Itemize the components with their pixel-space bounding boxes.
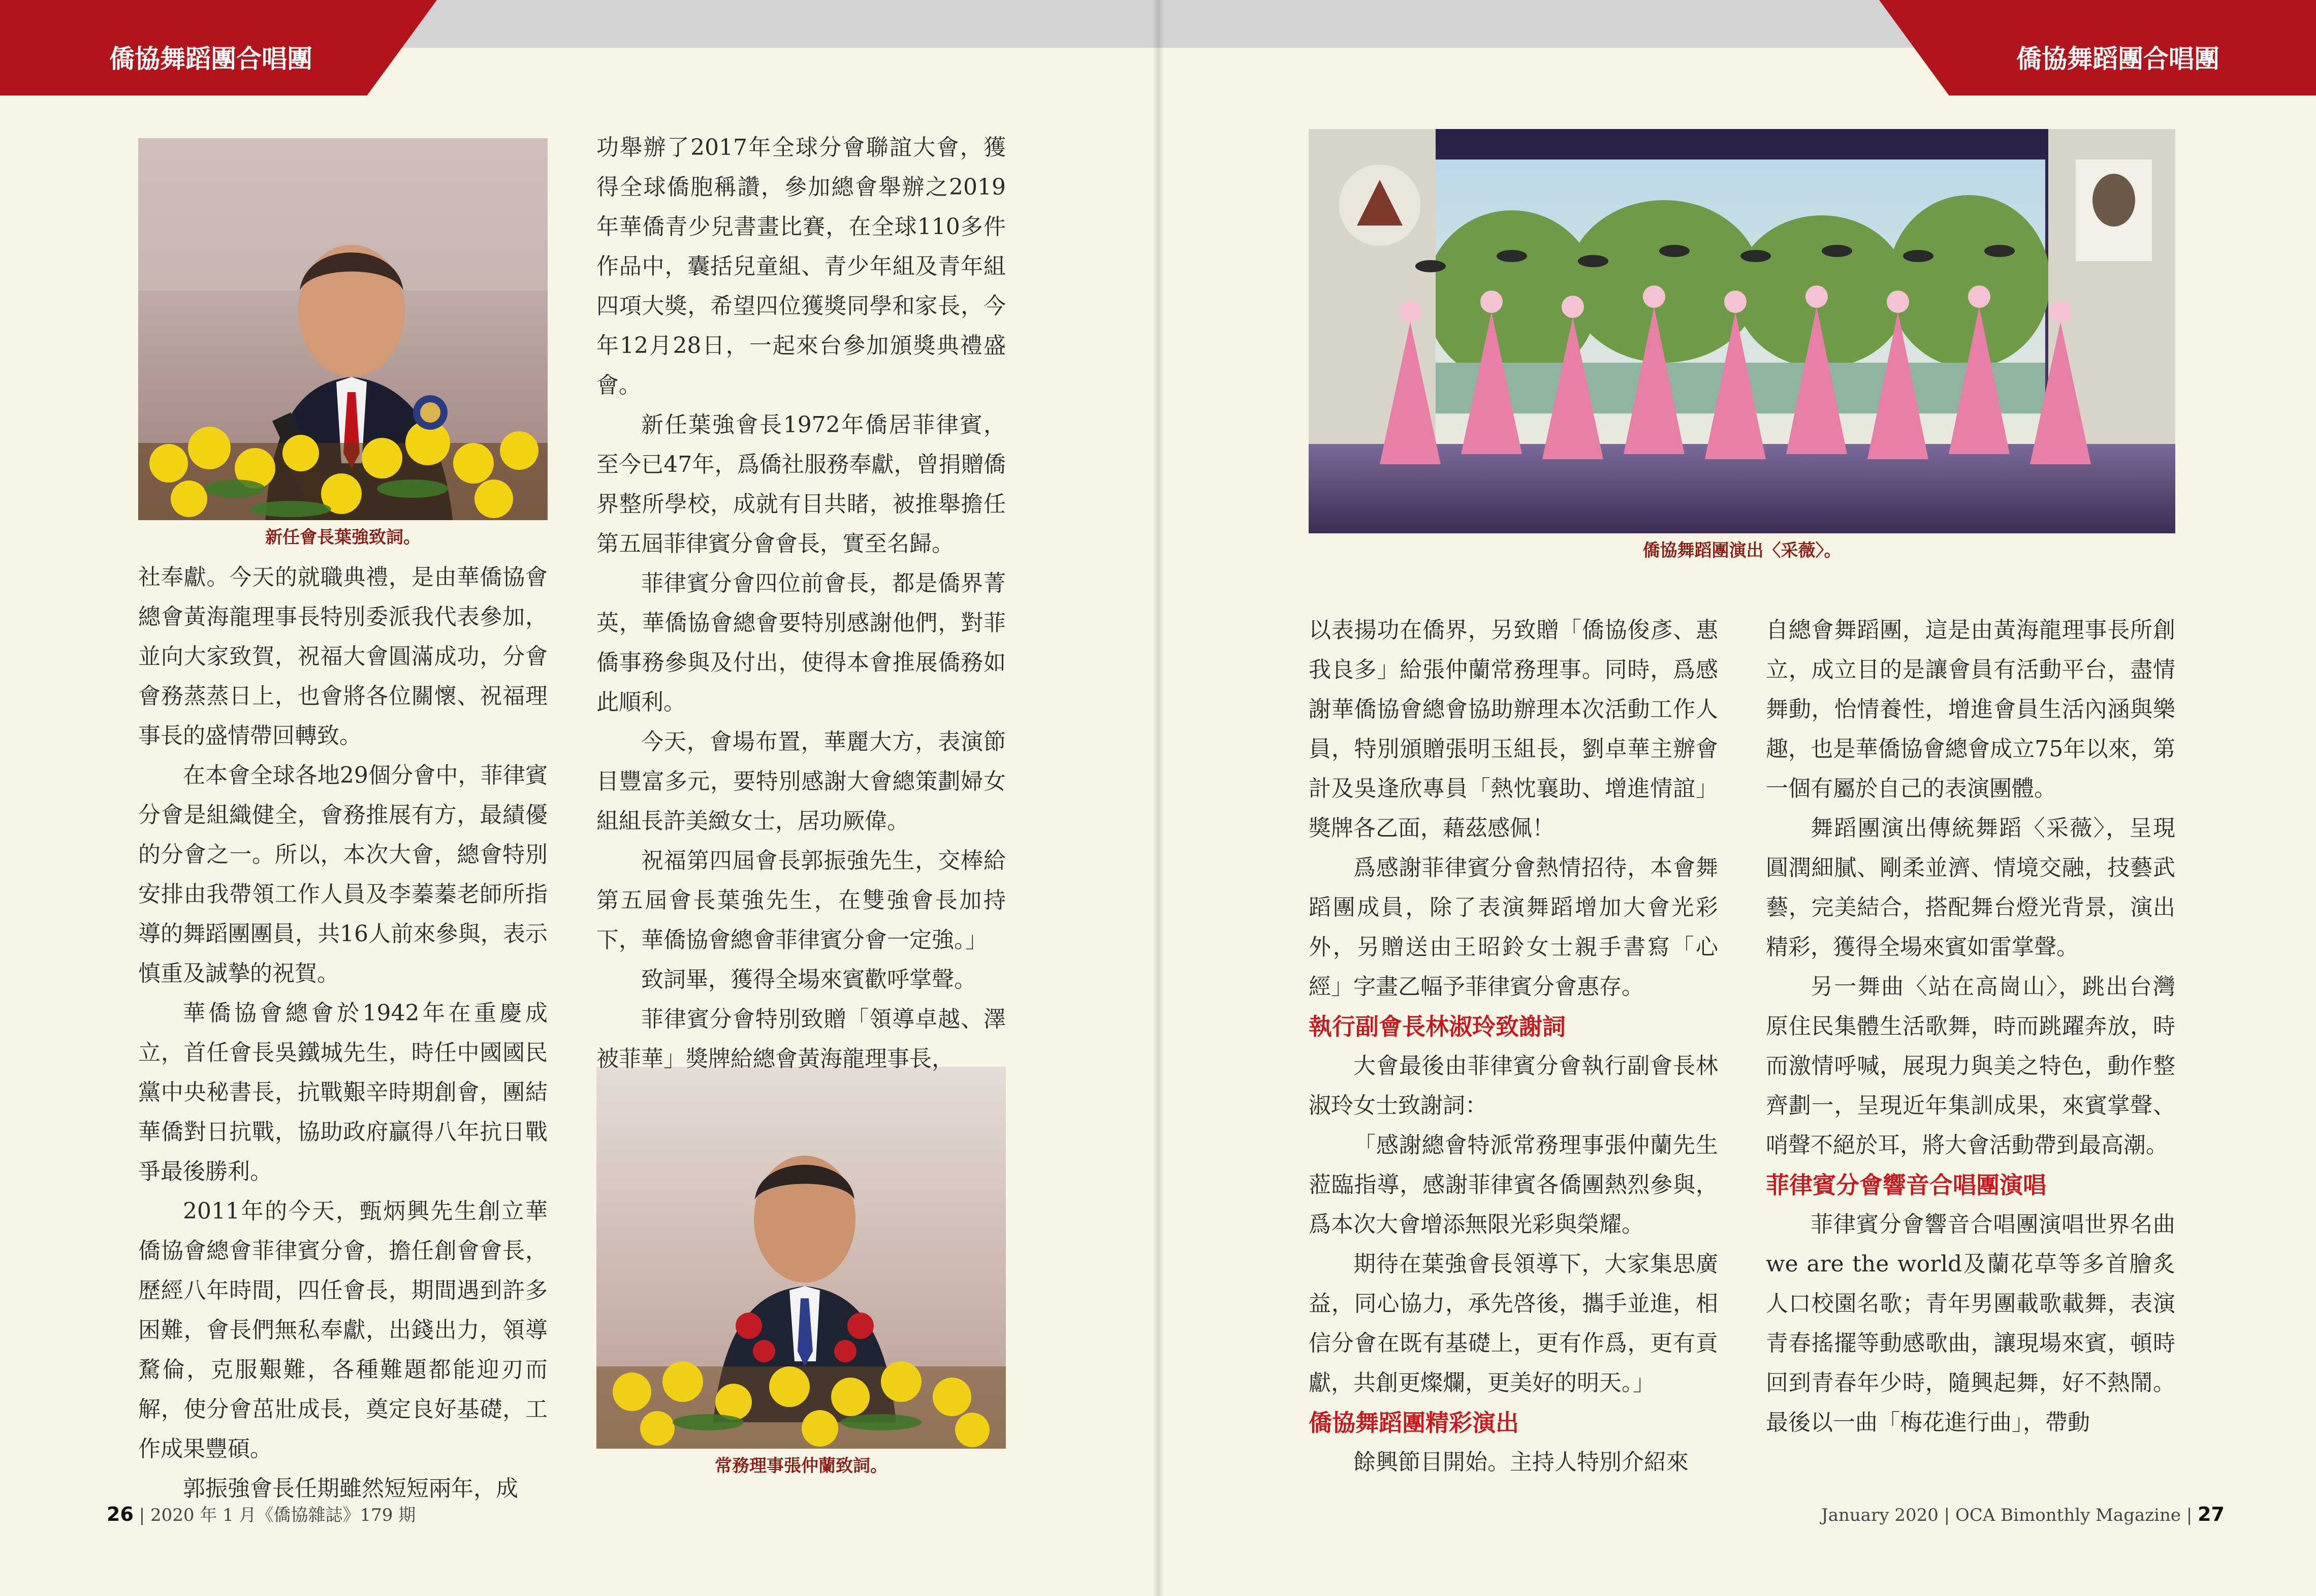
paragraph: 舞蹈團演出傳統舞蹈〈采薇〉，呈現圓潤細膩、剛柔並濟、情境交融，技藝武藝，完美結合，搭配舞台燈光背景，演出精彩，獲得全場來賓如雷掌聲。	[1766, 815, 2175, 960]
paragraph: 祝福第四屆會長郭振強先生，交棒給第五屆會長葉強先生，在雙強會長加持下，華僑協會總會菲律賓分會一定強。」	[596, 848, 1006, 953]
caption-photo1: 新任會長葉強致詞。	[265, 527, 421, 548]
caption-photo3: 僑協舞蹈團演出〈采薇〉。	[1642, 540, 1842, 561]
page-number-right: 27	[2198, 1503, 2225, 1525]
paragraph: 華僑協會總會於1942年在重慶成立，首任會長吳鐵城先生，時任中國國民黨中央秘書長，抗戰艱辛時期創會，團結華僑對日抗戰，協助政府贏得八年抗日戰爭最後勝利。	[138, 1000, 548, 1185]
paragraph: 功舉辦了2017年全球分會聯誼大會，獲得全球僑胞稱讚，參加總會舉辦之2019年華僑青少兒書畫比賽，在全球110多件作品中，囊括兒童組、青少年組及青年組四項大獎，希望四位獲獎同學和家長，今年12月28日，一起來台參加頒獎典禮盛會。	[596, 135, 1006, 398]
section-heading: 執行副會長林淑玲致謝詞	[1309, 1013, 1566, 1040]
paragraph: 期待在葉強會長領導下，大家集思廣益，同心協力，承先啓後，攜手並進，相信分會在既有基礎上，更有作爲，更有貢獻，共創更燦爛，更美好的明天。」	[1309, 1251, 1718, 1396]
section-heading: 菲律賓分會響音合唱團演唱	[1766, 1171, 2046, 1199]
photo-dance-performance	[1309, 129, 2175, 533]
paragraph: 在本會全球各地29個分會中，菲律賓分會是組織健全，會務推展有方，最績優的分會之一。所以，本次大會，總會特別安排由我帶領工作人員及李蓁蓁老師所指導的舞蹈團團員，共16人前來參與，表示慎重及誠摯的祝賀。	[138, 762, 548, 986]
paragraph: 菲律賓分會特別致贈「領導卓越、澤被菲華」獎牌給總會黃海龍理事長，	[596, 1006, 1006, 1072]
footer-right-text: January 2020 | OCA Bimonthly Magazine |	[1821, 1505, 2193, 1525]
paragraph: 以表揚功在僑界，另致贈「僑協俊彥、惠我良多」給張仲蘭常務理事。同時，爲感謝華僑協會總會協助辦理本次活動工作人員，特別頒贈張明玉組長，劉卓華主辦會計及吳逢欣專員「熱忱襄助、增進情誼」獎牌各乙面，藉茲感佩！	[1309, 617, 1718, 841]
footer-right	[1821, 1503, 2225, 1527]
page-gutter	[1152, 0, 1164, 1596]
column-2	[596, 128, 1006, 1079]
paragraph: 自總會舞蹈團，這是由黃海龍理事長所創立，成立目的是讓會員有活動平台，盡情舞動，怡情養性，增進會員生活內涵與樂趣，也是華僑協會總會成立75年以來，第一個有屬於自己的表演團體。	[1766, 617, 2175, 802]
footer-left	[107, 1503, 416, 1527]
paragraph: 社奉獻。今天的就職典禮，是由華僑協會總會黃海龍理事長特別委派我代表參加，並向大家致賀，祝福大會圓滿成功，分會會務蒸蒸日上，也會將各位關懷、祝福理事長的盛情帶回轉致。	[138, 564, 548, 749]
paragraph: 另一舞曲〈站在高崗山〉，跳出台灣原住民集體生活歌舞，時而跳躍奔放，時而激情呼喊，展現力與美之特色，動作整齊劃一，呈現近年集訓成果，來賓掌聲、哨聲不絕於耳，將大會活動帶到最高潮。	[1766, 974, 2175, 1158]
paragraph: 2011年的今天，甄炳興先生創立華僑協會總會菲律賓分會，擔任創會會長，歷經八年時間，四任會長，期間遇到許多困難，會長們無私奉獻，出錢出力，領導騖倫，克服艱難，各種難題都能迎刃而解，使分會茁壯成長，奠定良好基礎，工作成果豐碩。	[138, 1198, 548, 1462]
paragraph: 大會最後由菲律賓分會執行副會長林淑玲女士致謝詞：	[1309, 1053, 1718, 1119]
paragraph: 「感謝總會特派常務理事張仲蘭先生蒞臨指導，感謝菲律賓各僑團熱烈參與，爲本次大會增添無限光彩與榮耀。	[1309, 1132, 1718, 1237]
header-title-right: 僑協舞蹈團合唱團	[2016, 44, 2219, 74]
header-title-left: 僑協舞蹈團合唱團	[109, 44, 312, 74]
caption-photo2: 常務理事張仲蘭致詞。	[715, 1456, 887, 1476]
section-heading: 僑協舞蹈團精彩演出	[1309, 1409, 1519, 1437]
page-number-left: 26	[107, 1503, 134, 1525]
paragraph: 郭振強會長任期雖然短短兩年，成	[183, 1476, 518, 1502]
column-3	[1309, 611, 1718, 1482]
paragraph: 爲感謝菲律賓分會熱情招待，本會舞蹈團成員，除了表演舞蹈增加大會光彩外，另贈送由王昭鈴女士親手書寫「心經」字畫乙幅予菲律賓分會惠存。	[1309, 855, 1718, 1000]
column-1	[138, 558, 548, 1509]
column-4	[1766, 611, 2175, 1443]
paragraph: 菲律賓分會四位前會長，都是僑界菁英，華僑協會總會要特別感謝他們，對菲僑事務參與及付出，使得本會推展僑務如此順利。	[596, 570, 1006, 715]
footer-left-text: | 2020 年 1 月《僑協雜誌》179 期	[139, 1505, 416, 1525]
photo-speaker-zhang-zhonglan	[596, 1067, 1006, 1449]
paragraph: 今天，會場布置，華麗大方，表演節目豐富多元，要特別感謝大會總策劃婦女組組長許美緻女士，居功厥偉。	[596, 729, 1006, 834]
paragraph: 致詞畢，獲得全場來賓歡呼掌聲。	[641, 967, 976, 993]
paragraph: 菲律賓分會響音合唱團演唱世界名曲we are the world及蘭花草等多首膾炙人口校園名歌；青年男團載歌載舞，表演青春搖擺等動感歌曲，讓現場來賓，頓時回到青春年少時，隨興起舞，好不熱鬧。最後以一曲「梅花進行曲」，帶動	[1766, 1211, 2175, 1435]
paragraph: 餘興節目開始。主持人特別介紹來	[1353, 1449, 1689, 1475]
photo-speaker-ye-qiang	[138, 138, 548, 520]
paragraph: 新任葉強會長1972年僑居菲律賓，至今已47年，爲僑社服務奉獻，曾捐贈僑界整所學校，成就有目共睹，被推舉擔任第五屆菲律賓分會會長，實至名歸。	[596, 412, 1006, 557]
